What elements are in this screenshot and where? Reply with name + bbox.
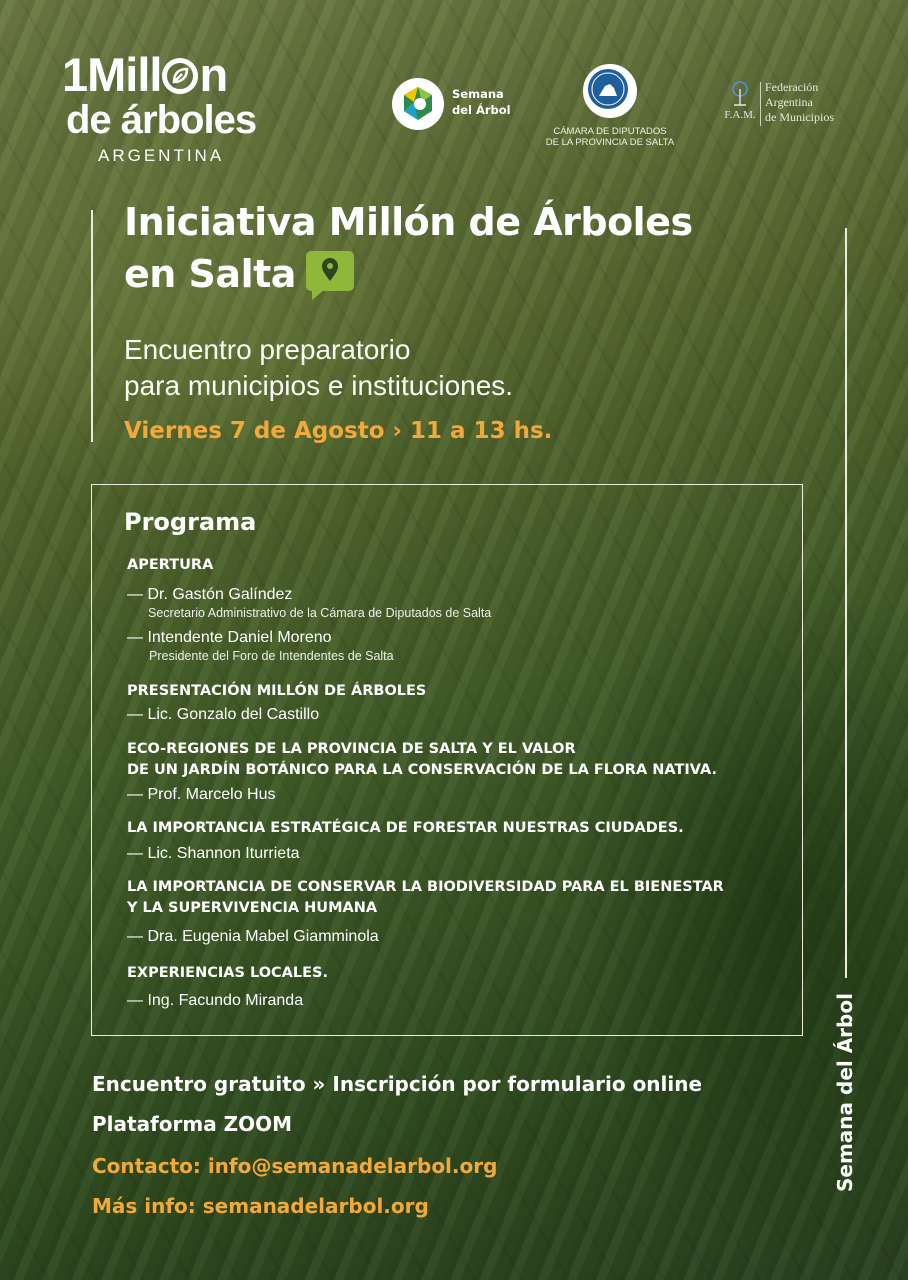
title-line1: Iniciativa Millón de Árboles	[124, 200, 693, 244]
page-title	[124, 196, 693, 300]
website-link[interactable]: Más info: semanadelarbol.org	[92, 1194, 429, 1218]
speaker-name: — Prof. Marcelo Hus	[127, 786, 276, 803]
speaker-name: — Dr. Gastón Galíndez	[127, 586, 293, 603]
speaker-name: — Ing. Facundo Miranda	[127, 992, 304, 1009]
contact-email-link[interactable]: Contacto: info@semanadelarbol.org	[92, 1154, 498, 1178]
title-line2: en Salta	[124, 252, 296, 296]
camara-line2: DE LA PROVINCIA DE SALTA	[545, 137, 675, 148]
logo-millon-de-arboles	[62, 50, 282, 170]
speaker-name: — Lic. Gonzalo del Castillo	[127, 706, 320, 723]
logo-fam	[718, 80, 858, 130]
location-pin-icon	[306, 251, 354, 291]
seal-icon	[583, 64, 637, 118]
program-title: Programa	[124, 508, 257, 536]
tree-icon	[392, 78, 444, 130]
fam-line3: de Municipios	[765, 110, 834, 124]
logo-line3: ARGENTINA	[98, 146, 225, 165]
logo-semana-del-arbol	[392, 78, 522, 132]
subtitle-line2: para municipios e instituciones.	[124, 370, 514, 401]
leaf-icon	[162, 58, 198, 94]
side-label: Semana del Árbol	[833, 993, 857, 1192]
speaker	[127, 585, 491, 621]
camara-line1: CÁMARA DE DIPUTADOS	[553, 126, 667, 137]
fam-line1: Federación	[765, 80, 819, 94]
semana-line1: Semana	[452, 87, 504, 101]
section-heading: LA IMPORTANCIA ESTRATÉGICA DE FORESTAR NUESTRAS CIUDADES.	[127, 820, 684, 836]
subtitle-line1: Encuentro preparatorio	[124, 334, 411, 365]
speaker	[127, 628, 394, 664]
subtitle	[124, 332, 513, 404]
section-heading: LA IMPORTANCIA DE CONSERVAR LA BIODIVERSIDAD PARA EL BIENESTAR Y LA SUPERVIVENCIA HUMANA	[127, 879, 724, 916]
fam-line2: Argentina	[765, 95, 813, 109]
logo-line1: 1Mill n	[62, 48, 228, 101]
section-heading: EXPERIENCIAS LOCALES.	[127, 965, 328, 981]
event-date: Viernes 7 de Agosto › 11 a 13 hs.	[124, 418, 553, 444]
speaker-role: Secretario Administrativo de la Cámara de Diputados de Salta	[148, 606, 492, 620]
tree-icon	[728, 80, 752, 106]
logo-line2: de árboles	[66, 98, 257, 142]
section-heading: APERTURA	[127, 557, 214, 573]
registration-info: Encuentro gratuito » Inscripción por formulario online	[92, 1072, 703, 1096]
fam-mark-text: F.A.M.	[724, 109, 756, 121]
section-heading: ECO-REGIONES DE LA PROVINCIA DE SALTA Y EL VALOR DE UN JARDÍN BOTÁNICO PARA LA CONSERVACIÓN DE LA FLORA NATIVA.	[127, 741, 717, 778]
frame-line-right	[845, 228, 847, 978]
logo-camara-diputados	[540, 64, 680, 154]
frame-line-left	[91, 210, 93, 442]
divider	[760, 82, 761, 126]
section-heading: PRESENTACIÓN MILLÓN DE ÁRBOLES	[127, 683, 427, 699]
semana-line2: del Árbol	[452, 103, 511, 117]
speaker-role: Presidente del Foro de Intendentes de Salta	[149, 649, 394, 663]
platform-info: Plataforma ZOOM	[92, 1112, 293, 1136]
speaker-name: — Dra. Eugenia Mabel Giamminola	[127, 928, 379, 945]
speaker-name: — Intendente Daniel Moreno	[127, 629, 332, 646]
speaker-name: — Lic. Shannon Iturrieta	[127, 845, 300, 862]
